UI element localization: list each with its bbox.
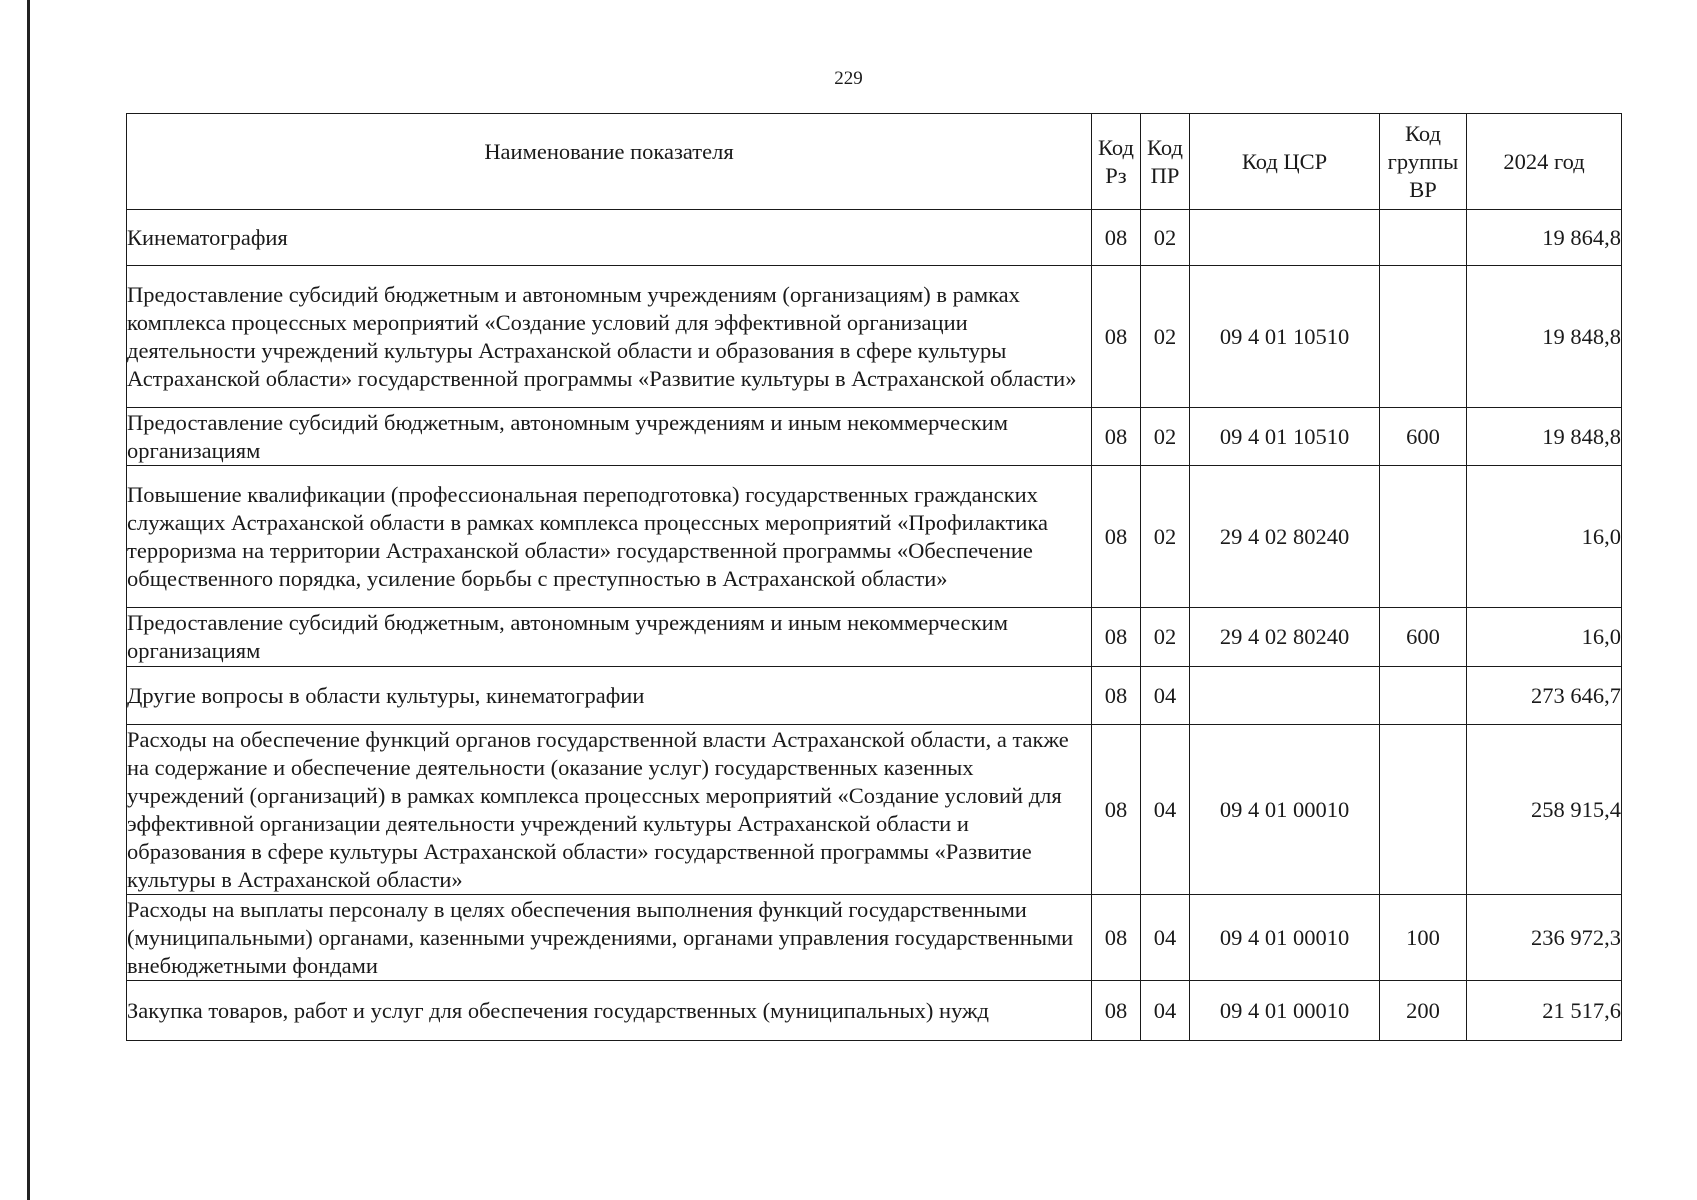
row-amount: 19 864,8	[1467, 210, 1622, 266]
row-name: Расходы на выплаты персоналу в целях обеспечения выполнения функций государственными (муниципальными) органами, казенными учреждениями, органами управления государственными внебюджетными фондами	[127, 895, 1092, 981]
row-pr: 04	[1141, 725, 1190, 895]
row-name: Повышение квалификации (профессиональная переподготовка) государственных гражданских служащих Астраханской области в рамках комплекса процессных мероприятий «Профилактика терроризма на территории Астраханской области» государственной программы «Обеспечение общественного порядка, усиление борьбы с преступностью в Астраханской области»	[127, 466, 1092, 608]
row-vr	[1380, 667, 1467, 725]
header-code-pr: Код ПР	[1141, 114, 1190, 210]
row-csr	[1190, 667, 1380, 725]
row-vr: 200	[1380, 981, 1467, 1041]
table-row	[127, 408, 1622, 466]
row-pr: 02	[1141, 210, 1190, 266]
table-row	[127, 608, 1622, 667]
row-pr: 02	[1141, 466, 1190, 608]
budget-table	[126, 113, 1622, 1041]
header-code-csr: Код ЦСР	[1190, 114, 1380, 210]
row-rz: 08	[1092, 608, 1141, 667]
row-pr: 02	[1141, 266, 1190, 408]
row-name: Предоставление субсидий бюджетным, автономным учреждениям и иным некоммерческим организациям	[127, 608, 1092, 667]
row-amount: 273 646,7	[1467, 667, 1622, 725]
row-rz: 08	[1092, 408, 1141, 466]
row-amount: 16,0	[1467, 466, 1622, 608]
row-vr	[1380, 210, 1467, 266]
row-pr: 02	[1141, 608, 1190, 667]
row-rz: 08	[1092, 981, 1141, 1041]
row-rz: 08	[1092, 466, 1141, 608]
table-row	[127, 266, 1622, 408]
row-csr	[1190, 210, 1380, 266]
header-code-vr: Код группы ВР	[1380, 114, 1467, 210]
table-row	[127, 210, 1622, 266]
row-name: Кинематография	[127, 210, 1092, 266]
row-vr: 600	[1380, 608, 1467, 667]
table-row	[127, 466, 1622, 608]
header-name: Наименование показателя	[127, 114, 1092, 210]
row-amount: 236 972,3	[1467, 895, 1622, 981]
row-rz: 08	[1092, 667, 1141, 725]
page-number: 229	[834, 68, 863, 89]
row-rz: 08	[1092, 725, 1141, 895]
row-csr: 09 4 01 00010	[1190, 895, 1380, 981]
row-amount: 19 848,8	[1467, 266, 1622, 408]
table-header-row	[127, 114, 1622, 210]
table-row	[127, 981, 1622, 1041]
row-name: Другие вопросы в области культуры, кинематографии	[127, 667, 1092, 725]
row-name: Предоставление субсидий бюджетным и автономным учреждениям (организациям) в рамках комплекса процессных мероприятий «Создание условий для эффективной организации деятельности учреждений культуры Астраханской области и образования в сфере культуры Астраханской области» государственной программы «Развитие культуры в Астраханской области»	[127, 266, 1092, 408]
row-csr: 09 4 01 00010	[1190, 981, 1380, 1041]
row-name: Предоставление субсидий бюджетным, автономным учреждениям и иным некоммерческим организациям	[127, 408, 1092, 466]
row-csr: 29 4 02 80240	[1190, 466, 1380, 608]
row-csr: 09 4 01 10510	[1190, 408, 1380, 466]
header-year: 2024 год	[1467, 114, 1622, 210]
table-row	[127, 725, 1622, 895]
header-code-rz: Код Рз	[1092, 114, 1141, 210]
row-pr: 04	[1141, 895, 1190, 981]
row-vr	[1380, 725, 1467, 895]
row-amount: 21 517,6	[1467, 981, 1622, 1041]
row-rz: 08	[1092, 266, 1141, 408]
table-row	[127, 667, 1622, 725]
row-amount: 258 915,4	[1467, 725, 1622, 895]
row-csr: 29 4 02 80240	[1190, 608, 1380, 667]
row-csr: 09 4 01 00010	[1190, 725, 1380, 895]
row-name: Закупка товаров, работ и услуг для обеспечения государственных (муниципальных) нужд	[127, 981, 1092, 1041]
row-rz: 08	[1092, 210, 1141, 266]
row-amount: 19 848,8	[1467, 408, 1622, 466]
table-row	[127, 895, 1622, 981]
row-csr: 09 4 01 10510	[1190, 266, 1380, 408]
row-vr: 600	[1380, 408, 1467, 466]
row-rz: 08	[1092, 895, 1141, 981]
row-pr: 04	[1141, 667, 1190, 725]
row-pr: 04	[1141, 981, 1190, 1041]
row-name: Расходы на обеспечение функций органов государственной власти Астраханской области, а также на содержание и обеспечение деятельности (оказание услуг) государственных казенных учреждений (организаций) в рамках комплекса процессных мероприятий «Создание условий для эффективной организации деятельности учреждений культуры Астраханской области и образования в сфере культуры Астраханской области» государственной программы «Развитие культуры в Астраханской области»	[127, 725, 1092, 895]
row-vr: 100	[1380, 895, 1467, 981]
row-pr: 02	[1141, 408, 1190, 466]
row-amount: 16,0	[1467, 608, 1622, 667]
row-vr	[1380, 466, 1467, 608]
binding-margin-line	[27, 0, 30, 1200]
row-vr	[1380, 266, 1467, 408]
